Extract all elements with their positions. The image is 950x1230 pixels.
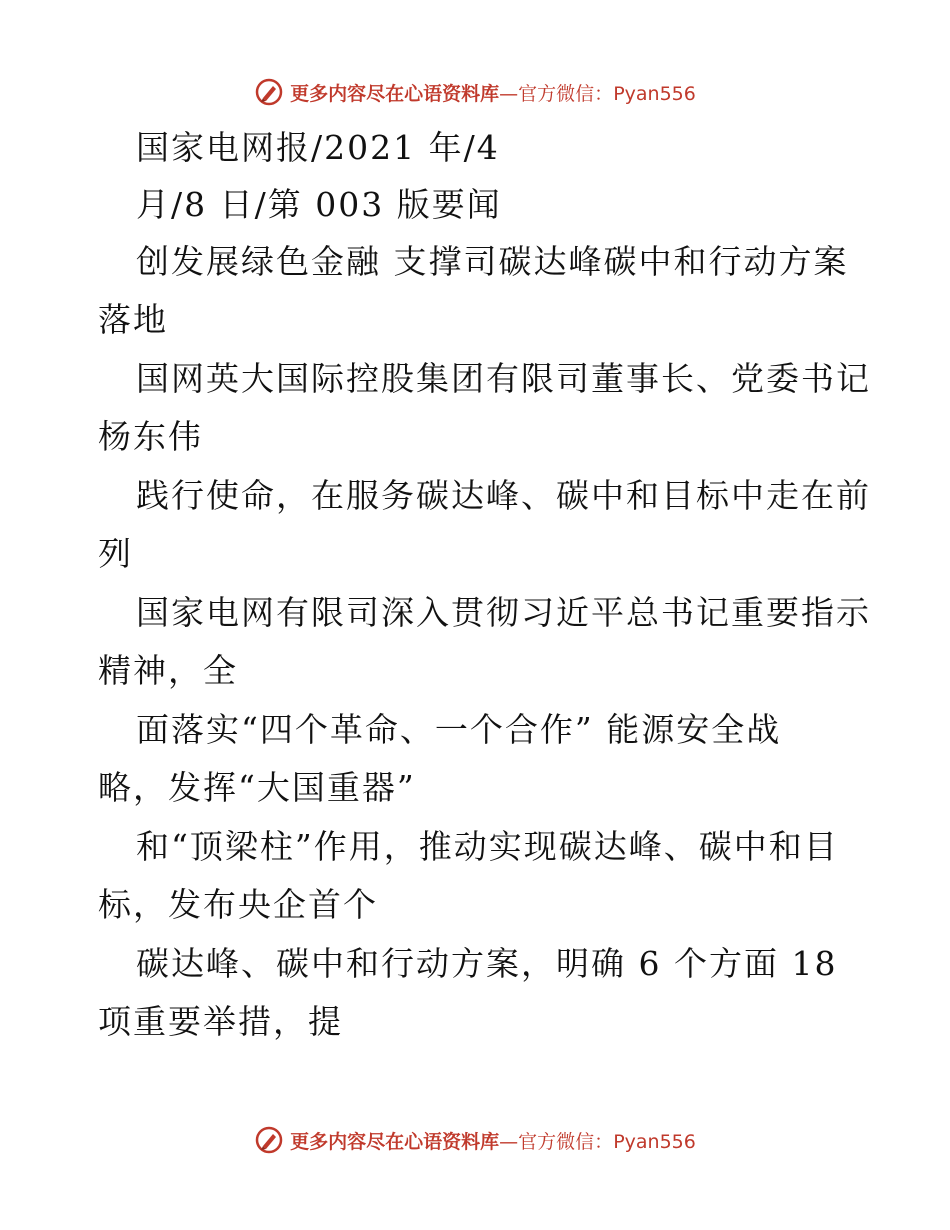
watermark-main: 更多内容尽在心语资料库 xyxy=(290,82,500,105)
text-line: 精神，全 xyxy=(98,651,238,690)
text-line: 月/8 日/第 003 版要闻 xyxy=(136,185,502,224)
watermark-dash: — xyxy=(499,82,519,105)
watermark-text xyxy=(290,1127,696,1154)
text-line: 落地 xyxy=(98,300,168,339)
text-line: 杨东伟 xyxy=(98,417,203,456)
watermark-dash: — xyxy=(499,1130,519,1153)
text-line: 国家电网有限司深入贯彻习近平总书记重要指示 xyxy=(136,593,871,632)
text-line: 项重要举措，提 xyxy=(98,1002,343,1041)
text-line: 碳达峰、碳中和行动方案，明确 6 个方面 18 xyxy=(136,944,838,983)
text-line: 和“顶梁柱”作用，推动实现碳达峰、碳中和目 xyxy=(136,827,839,866)
watermark-text xyxy=(290,79,696,106)
watermark-wechat: 官方微信： xyxy=(518,82,614,105)
text-line: 践行使命，在服务碳达峰、碳中和目标中走在前 xyxy=(136,476,871,515)
pen-logo-icon xyxy=(254,1125,284,1155)
header-watermark xyxy=(0,72,950,112)
pen-logo-icon xyxy=(254,77,284,107)
watermark-wechat: 官方微信： xyxy=(518,1130,614,1153)
text-line: 标，发布央企首个 xyxy=(98,885,378,924)
watermark-main: 更多内容尽在心语资料库 xyxy=(290,1130,500,1153)
watermark-id: Pyan556 xyxy=(613,1130,696,1153)
text-line: 国家电网报/2021 年/4 xyxy=(136,128,500,167)
text-line: 创发展绿色金融 支撑司碳达峰碳中和行动方案 xyxy=(136,242,849,281)
text-line: 列 xyxy=(98,534,133,573)
watermark-id: Pyan556 xyxy=(613,82,696,105)
text-line: 国网英大国际控股集团有限司董事长、党委书记 xyxy=(136,359,871,398)
text-line: 略，发挥“大国重器” xyxy=(98,768,416,807)
footer-watermark xyxy=(0,1120,950,1160)
text-line: 面落实“四个革命、一个合作” 能源安全战 xyxy=(136,710,782,749)
